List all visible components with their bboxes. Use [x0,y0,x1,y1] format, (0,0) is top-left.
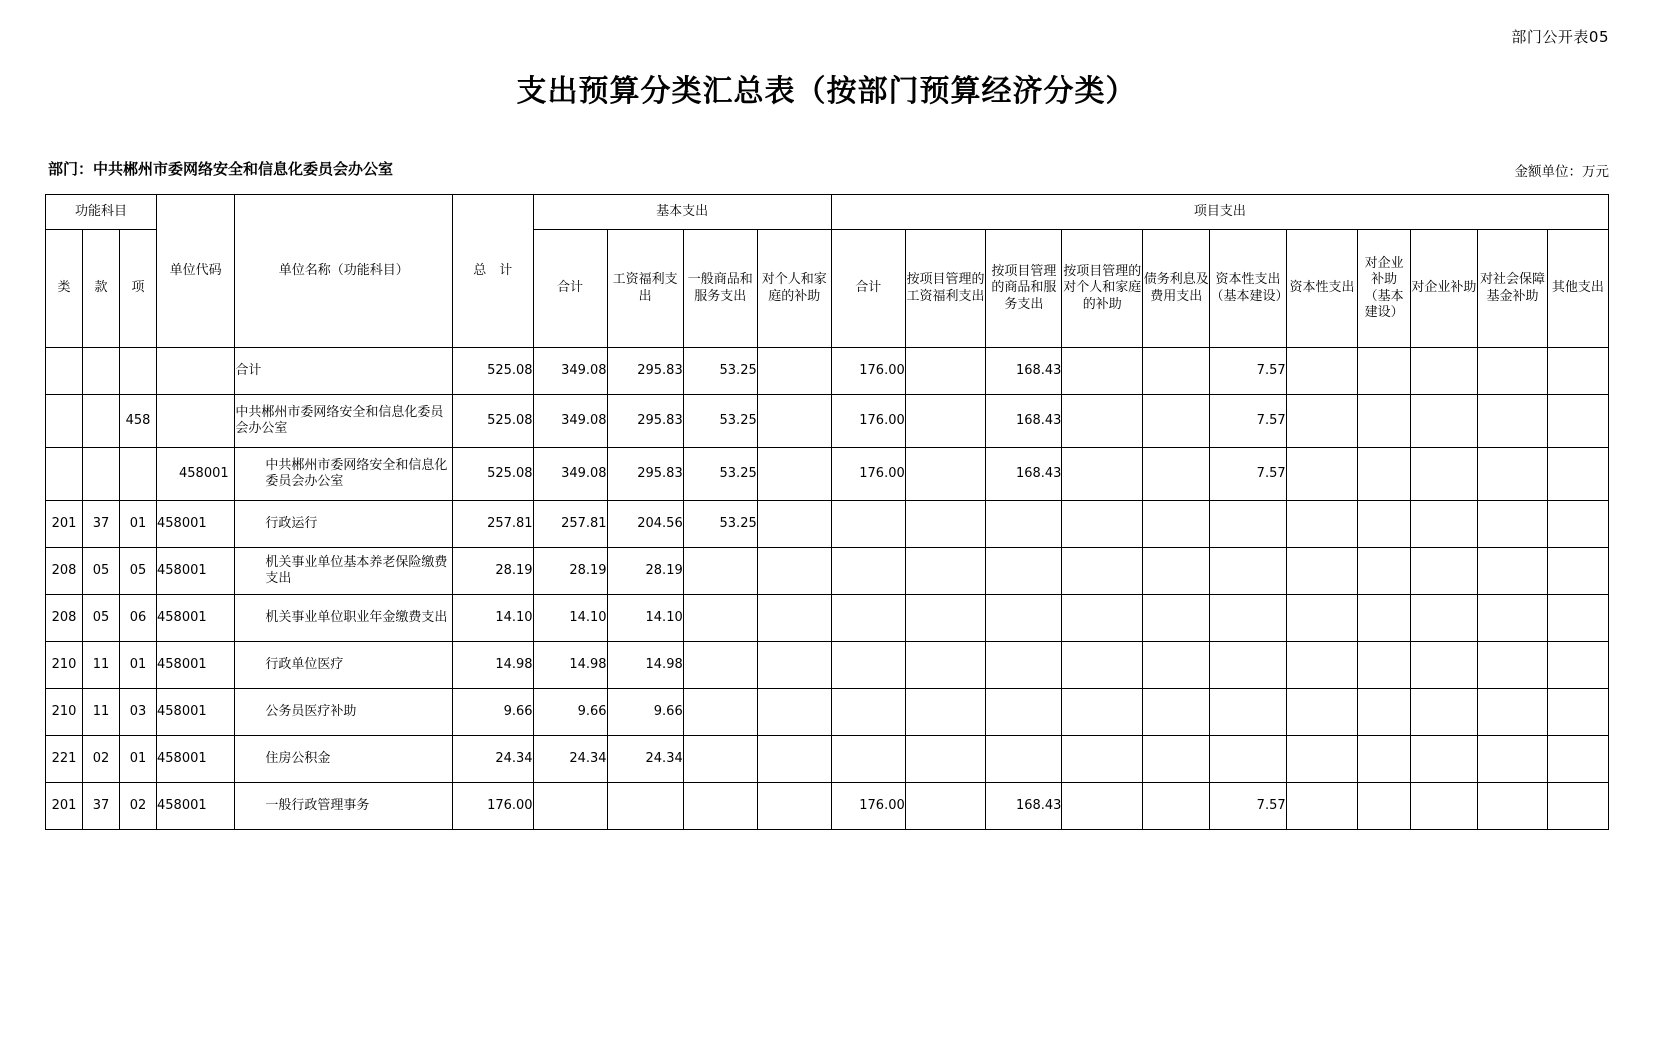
cell-proj_capital_construction [1210,642,1286,689]
cell-basic_total: 28.19 [533,548,607,595]
cell-basic_personal [757,501,831,548]
cell-proj_salary [905,595,986,642]
cell-basic_total: 257.81 [533,501,607,548]
cell-proj_salary [905,548,986,595]
header-proj-debt: 债务利息及费用支出 [1142,230,1209,348]
header-total: 总 计 [453,195,534,348]
cell-unit_name: 机关事业单位职业年金缴费支出 [235,595,453,642]
cell-basic_salary: 295.83 [607,348,683,395]
cell-total: 525.08 [453,395,534,448]
cell-basic_goods: 53.25 [683,395,757,448]
cell-xiang: 02 [120,783,157,830]
cell-total: 525.08 [453,448,534,501]
cell-unit_code: 458001 [157,548,235,595]
budget-table [45,194,1609,830]
cell-basic_total: 14.10 [533,595,607,642]
cell-proj_enterprise [1410,783,1477,830]
cell-proj_capital [1286,501,1358,548]
department-label: 部门：中共郴州市委网络安全和信息化委员会办公室 [48,160,394,178]
cell-proj_total: 176.00 [831,395,905,448]
table-body [46,348,1609,830]
cell-xiang [120,348,157,395]
cell-unit_name: 机关事业单位基本养老保险缴费支出 [235,548,453,595]
cell-total: 24.34 [453,736,534,783]
cell-lei: 210 [46,689,83,736]
header-unit-code: 单位代码 [157,195,235,348]
cell-proj_goods: 168.43 [986,448,1062,501]
cell-proj_goods: 168.43 [986,783,1062,830]
cell-proj_personal [1062,689,1143,736]
cell-proj_other [1547,783,1608,830]
cell-basic_goods: 53.25 [683,448,757,501]
cell-proj_total [831,548,905,595]
cell-proj_personal [1062,595,1143,642]
cell-proj_personal [1062,395,1143,448]
cell-proj_capital_construction [1210,548,1286,595]
cell-proj_personal [1062,783,1143,830]
cell-basic_personal [757,642,831,689]
cell-proj_salary [905,501,986,548]
cell-proj_capital [1286,783,1358,830]
cell-kuan: 02 [83,736,120,783]
cell-proj_capital [1286,395,1358,448]
cell-proj_enterprise_construction [1358,348,1410,395]
table-row [46,783,1609,830]
cell-unit_name: 中共郴州市委网络安全和信息化委员会办公室 [235,448,453,501]
cell-unit_code: 458001 [157,595,235,642]
cell-lei: 208 [46,595,83,642]
cell-proj_total [831,736,905,783]
cell-kuan: 05 [83,595,120,642]
cell-proj_enterprise [1410,689,1477,736]
cell-proj_personal [1062,348,1143,395]
cell-proj_debt [1142,736,1209,783]
cell-proj_salary [905,689,986,736]
cell-kuan [83,348,120,395]
cell-proj_goods: 168.43 [986,395,1062,448]
cell-proj_capital_construction: 7.57 [1210,448,1286,501]
cell-basic_total: 9.66 [533,689,607,736]
cell-proj_enterprise [1410,642,1477,689]
cell-proj_debt [1142,689,1209,736]
cell-proj_social_fund [1478,395,1548,448]
table-row [46,501,1609,548]
cell-proj_social_fund [1478,548,1548,595]
cell-proj_personal [1062,548,1143,595]
cell-basic_total: 349.08 [533,448,607,501]
cell-basic_salary: 28.19 [607,548,683,595]
cell-proj_other [1547,348,1608,395]
cell-lei: 208 [46,548,83,595]
cell-proj_goods [986,642,1062,689]
cell-proj_social_fund [1478,783,1548,830]
cell-xiang: 06 [120,595,157,642]
cell-proj_social_fund [1478,595,1548,642]
cell-basic_salary: 295.83 [607,395,683,448]
header-basic-salary: 工资福利支出 [607,230,683,348]
header-xiang: 项 [120,230,157,348]
cell-basic_goods [683,783,757,830]
cell-basic_salary: 24.34 [607,736,683,783]
cell-proj_capital_construction: 7.57 [1210,348,1286,395]
cell-basic_salary [607,783,683,830]
cell-proj_debt [1142,783,1209,830]
cell-proj_personal [1062,448,1143,501]
cell-proj_other [1547,595,1608,642]
cell-basic_salary: 14.98 [607,642,683,689]
cell-proj_enterprise_construction [1358,783,1410,830]
header-project-expenditure: 项目支出 [831,195,1608,230]
cell-kuan: 37 [83,783,120,830]
cell-unit_code: 458001 [157,448,235,501]
cell-basic_personal [757,395,831,448]
header-proj-salary: 按项目管理的工资福利支出 [905,230,986,348]
cell-proj_debt [1142,395,1209,448]
table-row [46,689,1609,736]
cell-basic_total: 14.98 [533,642,607,689]
amount-unit-label: 金额单位：万元 [1514,164,1609,180]
header-kuan: 款 [83,230,120,348]
cell-proj_other [1547,448,1608,501]
cell-unit_name: 合计 [235,348,453,395]
cell-basic_goods: 53.25 [683,348,757,395]
cell-proj_goods: 168.43 [986,348,1062,395]
cell-kuan [83,395,120,448]
cell-total: 9.66 [453,689,534,736]
cell-unit_name: 一般行政管理事务 [235,783,453,830]
cell-total: 14.98 [453,642,534,689]
cell-xiang: 03 [120,689,157,736]
cell-basic_salary: 9.66 [607,689,683,736]
cell-proj_salary [905,448,986,501]
cell-proj_total: 176.00 [831,348,905,395]
cell-xiang: 01 [120,501,157,548]
cell-proj_capital_construction: 7.57 [1210,783,1286,830]
header-proj-enterprise: 对企业补助 [1410,230,1477,348]
cell-proj_capital [1286,736,1358,783]
cell-total: 28.19 [453,548,534,595]
cell-proj_personal [1062,501,1143,548]
table-head [46,195,1609,348]
cell-proj_goods [986,548,1062,595]
cell-proj_capital [1286,348,1358,395]
cell-proj_capital [1286,448,1358,501]
cell-proj_enterprise_construction [1358,395,1410,448]
cell-xiang [120,448,157,501]
cell-proj_debt [1142,548,1209,595]
cell-proj_capital [1286,689,1358,736]
cell-unit_name: 中共郴州市委网络安全和信息化委员会办公室 [235,395,453,448]
header-proj-capital-construction: 资本性支出（基本建设） [1210,230,1286,348]
cell-xiang: 05 [120,548,157,595]
cell-lei: 221 [46,736,83,783]
cell-kuan: 11 [83,689,120,736]
cell-proj_total: 176.00 [831,448,905,501]
header-function-subject: 功能科目 [46,195,157,230]
form-number-label: 部门公开表05 [1511,28,1609,46]
cell-proj_total [831,642,905,689]
header-proj-other: 其他支出 [1547,230,1608,348]
cell-proj_capital_construction [1210,689,1286,736]
header-proj-social-fund: 对社会保障基金补助 [1478,230,1548,348]
cell-proj_goods [986,689,1062,736]
cell-unit_name: 公务员医疗补助 [235,689,453,736]
cell-basic_goods [683,595,757,642]
cell-proj_salary [905,348,986,395]
header-proj-personal: 按项目管理的对个人和家庭的补助 [1062,230,1143,348]
cell-proj_capital_construction [1210,595,1286,642]
cell-proj_enterprise [1410,548,1477,595]
cell-proj_enterprise_construction [1358,689,1410,736]
table-row [46,448,1609,501]
cell-total: 525.08 [453,348,534,395]
cell-lei: 210 [46,642,83,689]
cell-xiang: 01 [120,642,157,689]
cell-proj_debt [1142,642,1209,689]
cell-proj_personal [1062,642,1143,689]
header-unit-name: 单位名称（功能科目） [235,195,453,348]
cell-proj_enterprise [1410,595,1477,642]
cell-proj_salary [905,783,986,830]
header-basic-expenditure: 基本支出 [533,195,831,230]
table-row [46,736,1609,783]
cell-xiang: 458 [120,395,157,448]
cell-unit_code: 458001 [157,736,235,783]
cell-total: 14.10 [453,595,534,642]
cell-proj_other [1547,736,1608,783]
cell-basic_personal [757,783,831,830]
cell-basic_total: 349.08 [533,348,607,395]
header-basic-personal: 对个人和家庭的补助 [757,230,831,348]
cell-proj_social_fund [1478,736,1548,783]
cell-proj_debt [1142,595,1209,642]
cell-proj_enterprise [1410,736,1477,783]
cell-proj_other [1547,395,1608,448]
cell-unit_code: 458001 [157,642,235,689]
cell-proj_salary [905,642,986,689]
cell-proj_total [831,689,905,736]
cell-proj_debt [1142,348,1209,395]
cell-proj_goods [986,595,1062,642]
cell-proj_capital [1286,642,1358,689]
cell-unit_code: 458001 [157,783,235,830]
cell-proj_enterprise_construction [1358,595,1410,642]
cell-kuan [83,448,120,501]
cell-basic_total: 24.34 [533,736,607,783]
cell-proj_total: 176.00 [831,783,905,830]
cell-kuan: 37 [83,501,120,548]
cell-unit_code: 458001 [157,501,235,548]
cell-basic_goods [683,548,757,595]
cell-basic_salary: 14.10 [607,595,683,642]
cell-proj_enterprise_construction [1358,736,1410,783]
cell-lei: 201 [46,501,83,548]
cell-lei [46,395,83,448]
header-group-row [46,195,1609,230]
page-title: 支出预算分类汇总表（按部门预算经济分类） [516,74,1137,109]
cell-basic_goods [683,736,757,783]
cell-basic_personal [757,736,831,783]
cell-basic_personal [757,348,831,395]
cell-proj_total [831,595,905,642]
cell-basic_goods [683,642,757,689]
cell-proj_other [1547,548,1608,595]
header-lei: 类 [46,230,83,348]
cell-proj_salary [905,395,986,448]
cell-unit_code [157,348,235,395]
cell-basic_total [533,783,607,830]
cell-proj_debt [1142,448,1209,501]
cell-proj_enterprise [1410,501,1477,548]
cell-lei [46,448,83,501]
cell-proj_enterprise_construction [1358,448,1410,501]
cell-basic_goods: 53.25 [683,501,757,548]
cell-proj_other [1547,642,1608,689]
cell-proj_capital_construction [1210,501,1286,548]
header-proj-goods: 按项目管理的商品和服务支出 [986,230,1062,348]
header-proj-capital: 资本性支出 [1286,230,1358,348]
cell-proj_enterprise [1410,395,1477,448]
cell-proj_enterprise [1410,348,1477,395]
header-proj-enterprise-construction: 对企业补助（基本建设） [1358,230,1410,348]
cell-basic_goods [683,689,757,736]
cell-proj_capital [1286,595,1358,642]
cell-proj_enterprise [1410,448,1477,501]
cell-basic_salary: 204.56 [607,501,683,548]
cell-unit_name: 住房公积金 [235,736,453,783]
cell-proj_capital_construction: 7.57 [1210,395,1286,448]
header-basic-total: 合计 [533,230,607,348]
cell-basic_personal [757,595,831,642]
cell-proj_enterprise_construction [1358,642,1410,689]
cell-total: 257.81 [453,501,534,548]
cell-proj_capital_construction [1210,736,1286,783]
cell-total: 176.00 [453,783,534,830]
cell-basic_total: 349.08 [533,395,607,448]
cell-proj_personal [1062,736,1143,783]
cell-kuan: 05 [83,548,120,595]
cell-proj_enterprise_construction [1358,501,1410,548]
cell-proj_goods [986,501,1062,548]
cell-xiang: 01 [120,736,157,783]
meta-row [48,158,1609,180]
cell-lei [46,348,83,395]
cell-unit_name: 行政单位医疗 [235,642,453,689]
cell-proj_capital [1286,548,1358,595]
cell-proj_goods [986,736,1062,783]
cell-unit_code [157,395,235,448]
cell-proj_debt [1142,501,1209,548]
table-row [46,548,1609,595]
cell-basic_salary: 295.83 [607,448,683,501]
cell-proj_social_fund [1478,448,1548,501]
cell-proj_enterprise_construction [1358,548,1410,595]
header-proj-total: 合计 [831,230,905,348]
cell-proj_other [1547,689,1608,736]
header-basic-goods: 一般商品和服务支出 [683,230,757,348]
cell-proj_total [831,501,905,548]
table-row [46,642,1609,689]
cell-proj_social_fund [1478,642,1548,689]
cell-unit_code: 458001 [157,689,235,736]
cell-basic_personal [757,689,831,736]
cell-proj_social_fund [1478,689,1548,736]
table-row [46,348,1609,395]
cell-basic_personal [757,548,831,595]
cell-proj_salary [905,736,986,783]
cell-proj_other [1547,501,1608,548]
table-row [46,595,1609,642]
cell-proj_social_fund [1478,348,1548,395]
table-row [46,395,1609,448]
cell-lei: 201 [46,783,83,830]
cell-proj_social_fund [1478,501,1548,548]
cell-basic_personal [757,448,831,501]
cell-kuan: 11 [83,642,120,689]
cell-unit_name: 行政运行 [235,501,453,548]
